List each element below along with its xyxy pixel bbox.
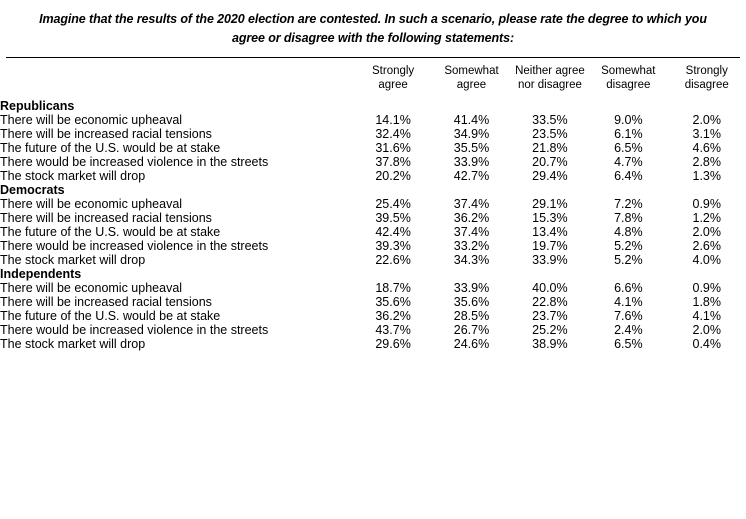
value-neither: 13.4% <box>532 224 568 239</box>
table-row <box>0 169 746 183</box>
table-row <box>0 211 746 225</box>
value-somewhat-disagree: 4.7% <box>614 154 643 169</box>
statement-label: There will be economic upheaval <box>0 196 183 211</box>
value-neither: 29.1% <box>532 196 568 211</box>
value-somewhat-agree: 36.2% <box>453 210 490 225</box>
value-strongly-disagree: 4.0% <box>692 252 721 267</box>
header-line1: Strongly <box>372 64 415 77</box>
value-somewhat-agree: 37.4% <box>453 224 490 239</box>
value-somewhat-agree: 34.9% <box>453 126 490 141</box>
header-row <box>0 64 746 93</box>
value-neither: 20.7% <box>532 154 568 169</box>
value-strongly-agree: 37.8% <box>375 154 411 169</box>
value-strongly-agree: 31.6% <box>375 140 411 155</box>
statement-label: The future of the U.S. would be at stake <box>0 224 221 239</box>
group-header-row <box>0 93 746 113</box>
header-line2: disagree <box>684 79 729 92</box>
header-line2: disagree <box>606 79 651 92</box>
title-divider <box>6 57 740 58</box>
value-somewhat-disagree: 7.6% <box>614 308 643 323</box>
statement-label: The future of the U.S. would be at stake <box>0 140 221 155</box>
statement-label: The stock market will drop <box>0 168 146 183</box>
header-statement-column <box>0 64 354 93</box>
table-row <box>0 113 746 127</box>
value-strongly-agree: 42.4% <box>375 224 411 239</box>
table-row <box>0 253 746 267</box>
table-header <box>0 64 746 93</box>
value-somewhat-agree: 34.3% <box>453 252 490 267</box>
value-strongly-disagree: 1.8% <box>692 294 721 309</box>
value-somewhat-agree: 33.9% <box>453 154 490 169</box>
value-neither: 15.3% <box>532 210 568 225</box>
header-line1: Neither agree <box>515 64 585 77</box>
table-row <box>0 281 746 295</box>
value-somewhat-agree: 33.9% <box>453 280 490 295</box>
statement-label: The stock market will drop <box>0 252 146 267</box>
table-row <box>0 323 746 337</box>
statement-label: The future of the U.S. would be at stake <box>0 308 221 323</box>
statement-label: There will be economic upheaval <box>0 280 183 295</box>
value-strongly-agree: 25.4% <box>375 196 411 211</box>
table-row <box>0 239 746 253</box>
table-row <box>0 197 746 211</box>
value-strongly-disagree: 1.2% <box>692 210 721 225</box>
value-strongly-agree: 35.6% <box>375 294 411 309</box>
statement-label: There will be increased racial tensions <box>0 294 212 309</box>
value-somewhat-agree: 33.2% <box>453 238 490 253</box>
value-somewhat-disagree: 6.6% <box>614 280 643 295</box>
value-strongly-agree: 14.1% <box>375 112 411 127</box>
value-somewhat-disagree: 6.5% <box>614 336 643 351</box>
value-somewhat-agree: 35.6% <box>453 294 490 309</box>
value-strongly-agree: 22.6% <box>375 252 411 267</box>
value-somewhat-agree: 24.6% <box>453 336 490 351</box>
value-neither: 23.7% <box>532 308 568 323</box>
table-row <box>0 225 746 239</box>
value-strongly-agree: 39.5% <box>375 210 411 225</box>
value-strongly-disagree: 0.9% <box>692 280 721 295</box>
value-strongly-agree: 43.7% <box>375 322 411 337</box>
header-line2: agree <box>456 79 487 92</box>
value-somewhat-agree: 42.7% <box>453 168 490 183</box>
table-row <box>0 155 746 169</box>
survey-table <box>0 64 746 351</box>
value-somewhat-disagree: 9.0% <box>614 112 643 127</box>
value-somewhat-disagree: 7.2% <box>614 196 643 211</box>
value-somewhat-agree: 26.7% <box>453 322 490 337</box>
table-row <box>0 295 746 309</box>
value-strongly-disagree: 4.6% <box>692 140 721 155</box>
header-strongly-disagree <box>668 64 746 93</box>
value-strongly-disagree: 1.3% <box>692 168 721 183</box>
value-strongly-disagree: 2.0% <box>692 224 721 239</box>
value-somewhat-agree: 28.5% <box>453 308 490 323</box>
header-line1: Strongly <box>685 64 728 77</box>
group-header-row <box>0 183 746 197</box>
value-strongly-agree: 18.7% <box>375 280 411 295</box>
header-somewhat-agree <box>432 64 510 93</box>
value-strongly-disagree: 2.0% <box>692 322 721 337</box>
value-neither: 19.7% <box>532 238 568 253</box>
value-somewhat-disagree: 5.2% <box>614 252 643 267</box>
statement-label: The stock market will drop <box>0 336 146 351</box>
value-strongly-disagree: 0.4% <box>692 336 721 351</box>
table-row <box>0 141 746 155</box>
statement-label: There will be increased racial tensions <box>0 210 212 225</box>
header-strongly-agree <box>354 64 432 93</box>
statement-label: There will be economic upheaval <box>0 112 183 127</box>
value-strongly-agree: 36.2% <box>375 308 411 323</box>
value-neither: 33.9% <box>532 252 568 267</box>
page-title: Imagine that the results of the 2020 election are contested. In such a scenario, please rate the degree to which you agree or disagree with the following statements: <box>39 12 707 46</box>
value-somewhat-disagree: 5.2% <box>614 238 643 253</box>
header-line2: agree <box>378 79 408 92</box>
value-strongly-disagree: 3.1% <box>692 126 721 141</box>
value-neither: 33.5% <box>532 112 568 127</box>
value-somewhat-disagree: 6.1% <box>614 126 643 141</box>
header-somewhat-disagree <box>589 64 667 93</box>
table-row <box>0 127 746 141</box>
group-header-row <box>0 267 746 281</box>
group-label: Republicans <box>0 98 75 113</box>
value-neither: 23.5% <box>532 126 568 141</box>
table-row <box>0 309 746 323</box>
value-strongly-agree: 39.3% <box>375 238 411 253</box>
value-somewhat-disagree: 2.4% <box>614 322 643 337</box>
statement-label: There will be increased racial tensions <box>0 126 212 141</box>
value-somewhat-disagree: 6.5% <box>614 140 643 155</box>
value-strongly-disagree: 2.6% <box>692 238 721 253</box>
value-somewhat-agree: 35.5% <box>453 140 490 155</box>
value-strongly-disagree: 2.8% <box>692 154 721 169</box>
value-strongly-disagree: 2.0% <box>692 112 721 127</box>
value-somewhat-agree: 37.4% <box>453 196 490 211</box>
value-somewhat-disagree: 6.4% <box>614 168 643 183</box>
group-label: Democrats <box>0 182 65 197</box>
value-strongly-agree: 20.2% <box>375 168 411 183</box>
value-strongly-disagree: 0.9% <box>692 196 721 211</box>
value-somewhat-disagree: 4.1% <box>614 294 643 309</box>
value-somewhat-disagree: 7.8% <box>614 210 643 225</box>
statement-label: There would be increased violence in the streets <box>0 154 269 169</box>
header-line1: Somewhat <box>601 64 656 77</box>
value-neither: 29.4% <box>532 168 568 183</box>
header-line2: nor disagree <box>517 79 582 92</box>
value-neither: 25.2% <box>532 322 568 337</box>
group-label: Independents <box>0 266 82 281</box>
value-somewhat-disagree: 4.8% <box>614 224 643 239</box>
value-strongly-disagree: 4.1% <box>692 308 721 323</box>
statement-label: There would be increased violence in the streets <box>0 238 269 253</box>
table-row <box>0 337 746 351</box>
header-line1: Somewhat <box>444 64 499 77</box>
statement-label: There would be increased violence in the streets <box>0 322 269 337</box>
value-neither: 38.9% <box>532 336 568 351</box>
value-strongly-agree: 29.6% <box>375 336 411 351</box>
value-neither: 40.0% <box>532 280 568 295</box>
header-neither-agree-nor-disagree <box>511 64 589 93</box>
table-body <box>0 93 746 351</box>
value-neither: 22.8% <box>532 294 568 309</box>
value-somewhat-agree: 41.4% <box>453 112 490 127</box>
value-strongly-agree: 32.4% <box>375 126 411 141</box>
value-neither: 21.8% <box>532 140 568 155</box>
